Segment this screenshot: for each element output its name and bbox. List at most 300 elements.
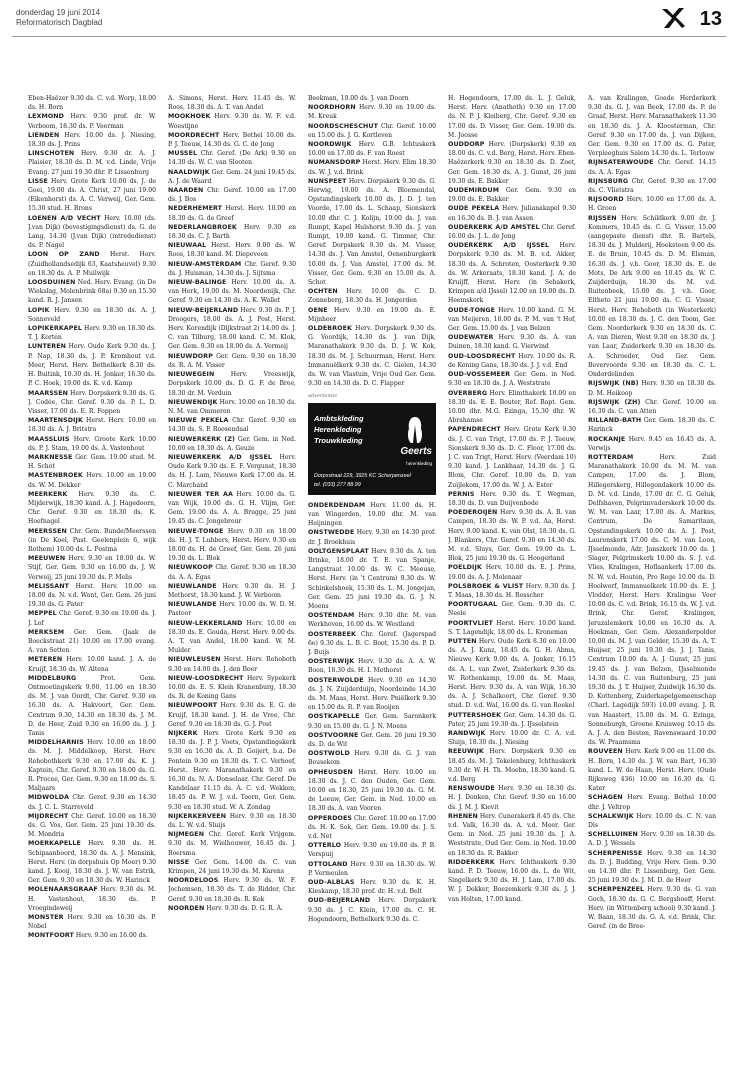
service-details: Herv. 9.30 en 19.00 ds. P. B. Verspuij <box>308 842 436 859</box>
service-details: Ger. Gem. in Ned. 9.30 en 18.30 ds. J. A. Weststrate <box>448 371 576 388</box>
service-details: Herst. Herv. 10.00 en 18.30 ds. G. de Greef <box>168 205 296 222</box>
service-details: Herv. Sypekerk 10.00 ds. E. S. Klein Kranenburg, 18.30 ds. R. de Koning Gans <box>168 674 296 701</box>
service-details: Herv. 9.30 dhr. M. van Werkhoven, 16.00 ds. W. Westland <box>308 612 436 629</box>
service-entry <box>448 600 576 618</box>
place-name: REEUWIJK <box>448 748 484 756</box>
service-details: A. Simons, Herst. Herv. 11.45 ds. W. Roos, 18.30 ds. A. T. van Andel <box>168 95 296 112</box>
service-details: Herv. Grote Kerk 10.00 ds. J. de Goei, 19.00 ds. A. Christ, 27 juni 19.00 (Eikenhorst) ds. A. C. Verweij, Ger. Gem. 15.30 stud. H. Brons <box>28 177 156 213</box>
place-name: NIEUWPOORT <box>168 702 218 710</box>
place-name: OOSTERWIJK <box>308 658 355 666</box>
place-name: METEREN <box>28 656 63 664</box>
place-name: OUDERKERK A/D IJSSEL <box>448 242 550 250</box>
service-entry <box>168 729 296 812</box>
place-name: SCHERPENISSE <box>588 849 643 857</box>
service-details: Beekman, 19.00 ds. J. van Doorn <box>308 95 409 102</box>
place-name: OUD-VOSSEMEER <box>448 371 511 379</box>
place-name: NAALDWIJK <box>168 168 210 176</box>
service-entry <box>588 885 716 931</box>
service-entry <box>168 904 296 913</box>
service-details: Ger. Gem. 26 juni 19.30 ds. D. de Wit <box>308 731 436 748</box>
service-details: Herv. Dorpskerk 9.30 en 18.45 ds. M. J. Tekelenburg, Ichthuskerk 9.30 dr. W. H. Th. Moehn, 18.30 kand. G. v.d. Berg <box>448 748 576 784</box>
service-entry <box>28 913 156 931</box>
service-entry <box>28 812 156 840</box>
service-entry <box>168 186 296 204</box>
service-entry <box>28 389 156 417</box>
service-details: Chr. Geref. 14.15 ds. A. A. Egas <box>588 159 716 176</box>
place-name: MUSSEL <box>168 150 198 158</box>
service-details: Herv. 9.30 en 18.30 ds. T. J. Korten <box>28 325 156 342</box>
place-name: LOPIKERKAPEL <box>28 325 83 333</box>
place-name: OPHEUSDEN <box>308 768 353 776</box>
service-entry <box>308 158 436 176</box>
place-name: MEPPEL <box>28 610 57 618</box>
place-name: POELDIJK <box>448 564 482 572</box>
service-details: Herv. 9.30 en 18.30 ds. W. P. Vermeulen <box>308 860 436 877</box>
service-entry <box>168 260 296 278</box>
service-details: Herv. Dorpskerk 9.30 ds. J. C. Klein, 17.00 ds. C. H. Hogendoorn, Bethelkerk 9.30 ds. C. <box>308 897 436 923</box>
service-entry <box>588 435 716 453</box>
place-name: MOORDRECHT <box>168 131 220 139</box>
service-details: Herv. 9.30 en 18.30 ds. A. J. Sonneveld <box>28 306 156 323</box>
service-entry <box>168 527 296 564</box>
service-entry <box>168 655 296 673</box>
service-entry <box>308 611 436 629</box>
place-name: LOON OP ZAND <box>28 251 100 259</box>
service-entry <box>588 94 716 158</box>
ad-address: Dorpsstraat 229, 3925 KC Scherpenzeel <box>314 472 411 479</box>
service-details: Herv. Schildkerk 9.00 dr. J. Kommers, 10.45 ds. C. G. Visser, 15.00 (aangepaste dienst) dhr. R. Bartels, 18.30 ds. J. Mulderij, Hoeksteen 9.00 ds. E. de Bruin, 10.45 ds. D. M. Elsman, 16.30 ds. J. v.h. Goor, 18.30 ds. E. de Mots, De Ark 9.00 en 10.45 ds. W. C. Zuijderduijn, 18.30 ds. M. v.d. Ruitenbeek, 15.00 ds. J. v.h. Goor, Eltheto 21 juni 19.00 ds. C. G. Visser, Herst. Herv. Rehoboth (in Westerkerk) 10.00 en 18.30 ds. J. C. den Toom, Ger. Gem. Noorderkerk 9.30 en 18.30 ds. C. A. van Dieren, West 9.30 en 18.30 ds. J. van Laar, Zuiderkerk 9.30 en 18.30 ds. A. Schroeder, Oud Ger. Gem. Bevervoorde 9.30 en 18.30 ds. C. L. Onderdelinden <box>588 214 716 379</box>
service-entry <box>168 674 296 702</box>
service-entry <box>168 370 296 398</box>
service-details: Herv. 9.30 ds. P. J. Droogers, 18.00 ds. A. J. Post, Herst. Herv. Korendijk (Dijkstraat 2) 14.00 ds. J. C. van Tilburg, 18.00 kand. C. M. Klok, Ger. Gem. 9.30 en 18.00 ds. A. Vermeij <box>168 306 296 351</box>
place-name: NIJKERK <box>168 730 198 738</box>
listing-column-4 <box>448 94 576 1062</box>
place-name: OUDERKERK A/D AMSTEL <box>448 223 540 231</box>
service-details: Herst. Herv. 10.00 kand. S. T. Lagendijk, 18.00 ds. L. Kroneman <box>448 619 576 636</box>
place-name: MOOKHOEK <box>168 113 211 121</box>
service-entry <box>588 830 716 848</box>
place-name: OUD-LOOSDRECHT <box>448 352 516 360</box>
service-details: Herv. 10.00 ds. W. D. H. Pastoor <box>168 601 296 618</box>
place-name: OTTOLAND <box>308 860 348 868</box>
place-name: NUMANSDORP <box>308 159 361 167</box>
newspaper-logo-icon <box>660 6 686 30</box>
service-entry <box>168 204 296 222</box>
advertisement <box>308 392 436 495</box>
place-name: MAASSLUIS <box>28 435 70 443</box>
place-name: OUD-BEIJERLAND <box>308 897 371 905</box>
service-details: Herv. 9.30 ds. J. T. Maas, 18.30 ds. H. Rosscher <box>448 582 576 599</box>
service-entry <box>588 849 716 886</box>
place-name: OLDEBROEK <box>308 325 352 333</box>
ad-services <box>314 413 364 446</box>
service-entry <box>448 858 576 904</box>
place-name: OOSTERBEEK <box>308 630 356 638</box>
service-entry <box>168 131 296 149</box>
service-details: Herst. Herv. Rehoboth 9.30 en 14.00 ds. J. den Boer <box>168 656 296 673</box>
service-entry <box>168 830 296 858</box>
place-name: OUDE-TONGE <box>448 306 496 314</box>
service-entry <box>168 435 296 453</box>
service-details: Herst. Herv. 10.00 en 18.30 ds. J. C. den Ouden, Ger. Gem. 10.00 en 18.30, 25 juni 19.30 ds. G. M. de Leeuw, Ger. Gem. in Ned. 10.00 en 18.30 ds. A. van Vooren <box>308 768 436 813</box>
service-entry <box>28 177 156 214</box>
service-entry <box>588 195 716 213</box>
service-details: Herv. Groote Kerk 10.00 ds. P. J. Stam, 19.00 ds. A. Vastenhout <box>28 435 156 452</box>
service-details: Herv. Bethel 10.00 ds. P. J. Teeuw, 14.30 ds. G. C. de Jong <box>168 131 296 149</box>
service-details: Chr. Geref. 10.00 en 16.30 ds. C. van Atten <box>588 398 716 415</box>
service-details: Herv. 10.00 ds. J. Niesing, 18.30 ds. J. Prins <box>28 131 156 149</box>
service-details: Herv. 9.30 ds. D. G. R. A. <box>206 904 283 912</box>
ad-line: Ambtskleding <box>314 413 364 423</box>
service-entry <box>168 416 296 434</box>
service-entry <box>168 563 296 581</box>
place-name: MOERKAPELLE <box>28 840 81 848</box>
service-details: Herv. Dorpskerk 9.30 ds. G. Voordijk, 14.30 ds. J. van Dijk, Maranathakerk 9.30 ds. D. J. W. Kok, 18.30 ds. M. J. Schuurman, Herst. Herv. Immanuëlkerk 9.30 ds. C. Gielen, 14.30 ds. W. van Vlastuin, Vrije Oud Ger. Gem. 9.30 en 14.30 ds. D. C. Flapper <box>308 325 436 388</box>
place-name: RHENEN <box>448 812 478 820</box>
service-entry <box>28 655 156 673</box>
place-name: OOSTENDAM <box>308 612 355 620</box>
ad-label: advertentie <box>308 392 338 399</box>
service-details: Herv. 9.30 en 18.30 ds. D. M. Heikoop <box>588 380 716 397</box>
service-details: Chr. Geref. Kerk Vrijgem. 9.30 ds. M. Wielhouwer, 16.45 ds. J. Boersma <box>168 831 296 857</box>
service-details: Ger. Gem. 9.30 en 19.00 ds. E. Bakker <box>448 187 576 204</box>
service-details: Herv. Oude Kerk 9.30 ds. J. P. Nap, 18.30 ds. J. P. Kromhout v.d. Meer, Herst. Herv. Bethelkerk 8.30 ds. H. Buitink, 10.30 ds. H. Jonker, 16.30 ds. P. C. Hoek, 19.00 ds. K. v.d. Kamp <box>28 343 156 388</box>
place-name: OUDE PEKELA <box>448 205 500 213</box>
place-name: OOSTVOORNE <box>308 731 359 739</box>
place-name: NOORDWIJK <box>308 141 352 149</box>
service-entry <box>308 94 436 103</box>
service-details: Chr. Geref. 10.00 en 17.00 ds. H. K. Sok, Ger. Gem. 19.00 ds. J. S. v.d. Net <box>308 814 436 841</box>
service-details: Herv. 10.00 en 18.30 ds. E. Gouda, Herst. Herv. 9.00 ds. A. T. van Andel, 18.00 kand. W. M. Mulder <box>168 619 296 655</box>
service-details: Herv. 9.30 en 18.30 ds. H. J. Donken, Chr. Geref. 9.30 en 16.00 ds. J. M. J. Kievit <box>448 785 576 811</box>
place-name: OPPERDOES <box>308 814 353 822</box>
place-name: ONDERDENDAM <box>308 501 366 509</box>
service-entry <box>28 931 156 940</box>
place-name: SCHELLUINEN <box>588 831 638 839</box>
service-entry <box>28 149 156 177</box>
place-name: MARKNESSE <box>28 453 73 461</box>
place-name: NIEUW-LEKKERLAND <box>168 619 243 627</box>
service-entry <box>28 554 156 582</box>
service-entry <box>168 112 296 130</box>
service-details: Herv. 10.00 (ds. J.van Dijk) (bevestigingsdienst) ds. G. de Lang, 14.30 (J.van Dijk) (intrededienst) ds. P. Nagel <box>28 214 156 250</box>
place-name: NIEUWERKERK A/D IJSSEL <box>168 453 272 461</box>
service-details: Herv. 9.30 ds. A. ten Brinke, 18.00 dr. T. E. van Spanje, Langstraat 10.00 ds. W. C. Meeuse, Herst. Herv. (in 't Centrum) 9.30 ds. W. Schinkelshoek, 15.30 ds. L. M. Jongejan, Ger. Gem. 25 juni 19.30 ds. G. J. N. Moens <box>308 547 436 610</box>
ad-phone: tel. (033) 277 88 99 <box>314 481 361 488</box>
service-details: Herv. 10.00 ds. E. J. Prins, 19.00 ds. A. J. Molenaar <box>448 564 576 581</box>
service-entry <box>28 324 156 342</box>
service-details: Chr. Geref. 10.00 en 17.00 ds. J. Bos <box>168 187 296 204</box>
service-entry <box>168 453 296 490</box>
place-name: MAARTENSDIJK <box>28 417 83 425</box>
service-details: Herv. 10.00 ds. C. N. van Dis <box>588 812 716 830</box>
place-name: RIJSWIJK (ZH) <box>588 398 641 406</box>
service-entry <box>308 140 436 158</box>
place-name: NIEUWLANDE <box>168 601 217 609</box>
listing-column-2 <box>168 94 296 1062</box>
service-details: Herv. 10.00 en 19.00 ds. W. M. Dekker <box>28 472 156 489</box>
page-header <box>12 6 726 34</box>
place-name: MASTENBROEK <box>28 472 83 480</box>
service-details: Herv. 9.30 en 18.30 ds. A. D. J. Wessels <box>588 831 716 848</box>
service-entry <box>308 501 436 529</box>
service-entry <box>448 784 576 812</box>
service-details: Herv. 10.00 ds. A. van Herk, 19.00 ds. M. Noordenijk, Chr. Geref. 9.30 en 14.30 ds. A. K. Wallet <box>168 279 296 305</box>
place-name: LEXMOND <box>28 113 64 121</box>
place-name: MERKSEM <box>28 628 65 636</box>
place-name: OUD-ALBLAS <box>308 879 355 887</box>
place-name: NUNSPEET <box>308 177 347 185</box>
page-number: 13 <box>699 8 722 30</box>
service-entry <box>168 223 296 241</box>
service-entry <box>588 747 716 793</box>
service-details: Herv. 9.30 en 16.00 ds. <box>75 932 148 940</box>
place-name: OOSTKAPELLE <box>308 713 360 721</box>
service-entry <box>28 416 156 434</box>
place-name: MIDDELBURG <box>28 674 77 682</box>
place-name: NOORDEN <box>168 904 205 912</box>
place-name: RILLAND-BATH <box>588 417 642 425</box>
service-entry <box>308 547 436 611</box>
service-entry <box>168 149 296 167</box>
service-details: Herv. 9.30 ds. C. Mijderwijk, 18.30 kand. A. J. Hagedoorn, Chr. Geref. 9.30 en 18.30 ds. K. Hoefnagel <box>28 490 156 526</box>
place-name: NEDERLANGBROEK <box>168 223 237 231</box>
place-name: RENSWOUDE <box>448 785 495 793</box>
service-details: Ger. Gem. (Jaak de Boeckstraat 21) 10.00 en 17.00 evang. A. van Setten <box>28 628 156 655</box>
service-details: Herv. Vreeswijk, Dorpskerk 10.00 ds. D. G. F. de Bree, 18.30 dr. M. Verduin <box>168 371 296 397</box>
listing-column-1 <box>28 94 156 1062</box>
service-entry <box>168 241 296 259</box>
service-details: Herv. 9.30 ds. A. A. W. Boon, 18.30 ds. H. I. Methorst <box>308 658 436 675</box>
service-details: Herv. 9.30 en 18.30 ds. L. W. v.d. Sluijs <box>168 812 296 830</box>
service-entry <box>28 306 156 324</box>
service-entry <box>588 177 716 195</box>
service-entry <box>448 352 576 370</box>
place-name: LUNTEREN <box>28 343 66 351</box>
service-entry <box>28 471 156 489</box>
service-details: Herv. 9.30 ds. W. F. Jochemsen, 18.30 ds. T. de Ridder, Chr. Geref. 9.30 en 18.30 ds. R. Kok <box>168 877 296 903</box>
service-details: Herv. 10.00 kand. J. A. de Kruijf, 18.30 ds. W. Altena <box>28 656 156 673</box>
service-entry <box>28 453 156 471</box>
service-entry <box>168 94 296 112</box>
service-details: Herv. 9.30 en 18.30 ds. C. J. Barth <box>168 223 296 241</box>
service-entry <box>28 582 156 610</box>
service-details: Herst. Herv. 10.00 en 18.00 ds. N. v.d. Want, Ger. Gem. 26 juni 19.30 ds. G. Pater <box>28 582 156 609</box>
service-details: Chr. Geref. 9.30 en 18.30 ds. A. A. Egas <box>168 564 296 581</box>
place-name: NIEUWDORP <box>168 352 213 360</box>
service-entry <box>168 876 296 904</box>
place-name: PAPENDRECHT <box>448 426 501 434</box>
service-details: Herst. Herv. (Zuidhollandsedijk 63, Kaatsheuvel) 9.30 en 18.30 ds. A. P. Muilwijk <box>28 251 156 277</box>
service-details: Herv. Dorpskerk 9.30 ds. G. J. Codée, Chr. Geref. 9.30 ds. P. L. D. Visser, 17.00 ds. E. R. Foppen <box>28 389 156 415</box>
service-details: Herv. 9.30 en 18.00 ds. H. J. T. Lubbers, Herst. Herv. 9.30 en 18.00 ds. H. de Greef, Ger. Gem. 26 juni 19.30 ds. L. Blok <box>168 527 296 563</box>
place-name: MEEUWEN <box>28 555 66 563</box>
ad-line: Trouwkleding <box>314 435 363 445</box>
service-entry <box>308 103 436 121</box>
place-name: NIEUWENDIJK <box>168 398 218 406</box>
service-entry <box>28 131 156 149</box>
service-details: Herv. 9.30 ds. M. H. Vastenhout, 18.30 ds. P. Vroegindeweij <box>28 886 156 912</box>
service-entry <box>308 712 436 730</box>
service-details: Herv. Zuid Maranathakerk 10.00 ds. M. M. van Campen, 17.00 ds. J. Blom, Hillegerskerg, Hillegondakerk 10.00 ds. D. M. v.d. Linde, 17.00 dr. C. G. Geluk, Delfshaven, Pelgrimvaderskerk 10.00 ds. W. M. van Laar, 17.00 ds. A. Markus, Centrum, De Samaritaan, Opstandingskerk 10.00 ds. A. J. Post, Laurenskerk 17.00 ds. C. M. van Loon, IJsselmonde, Adr. Janszkerk 10.00 ds. J. Slager, Pelgrimskerk 10.00 ds. S. J. v.d. Vlies, Kralingen, Hoflaankerk 17.00 ds. N. W. v.d. Houten, Pro Rege 10.00 ds. D. Hoolwerf, Immanuelkerk 10.00 ds. E. J. Vlodder, Herst. Herv. Kralingse Veer 10.00 ds. C. v.d. Brink, 16.15 ds. W. J. v.d. Brink, Chr. Geref. Kralingen, Jeruzalemkerk 10.00 en 16.30 ds. A. Hoekman, Ger. Gem. Alexanderpolder 10.00 ds. M. J. van Gelder, 15.30 ds. A. T. Huijser, 25 juni 19.30 ds. J. J. Tanis, Centrum 10.00 ds. A. J. Gunst, 25 juni 19.45 ds. J. van Belzen, IJsselmonde 14.30 ds. C. van Ruitenburg, 25 juni 19.30 ds. J. T. Huijser, Zuidwijk 16.30 ds. D. Kottenberg, Zuiderkapelgemeenschap (Charl. Lagedijk 593) 10.00 evang. J. R. van Haastert, 15.00 ds. M. G. Ezinga, Sonneburgh, Groene Kruisweg 10.15 ds. A. J. A. den Besten, Ravenswaard 10.00 ds. W. Praamsma <box>588 453 716 747</box>
place-name: MIJDRECHT <box>28 812 69 820</box>
service-details: Herv. Grote Kerk 9.30 ds. J. C. van Trigt, 17.00 ds. P. J. Teeuw, Sionskerk 9.30 ds. D. C. Floor, 17.00 ds. J. C. van Trigt, Herst. Herv. (Veerdam 10) 9.30 kand. J. Lankhaar, 14.30 ds. J. G. Blom, Chr. Geref. 10.00 ds. D. van Zuijlekom, 17.00 ds. W. J. A. Ester <box>448 426 576 489</box>
service-details: Herv. 9.45 en 16.45 ds. A. Verwijs <box>588 435 716 452</box>
service-entry <box>448 582 576 600</box>
service-entry <box>308 306 436 324</box>
church-service-listings <box>28 94 726 1062</box>
service-entry <box>28 793 156 811</box>
service-entry <box>28 214 156 251</box>
place-name: ROCKANJE <box>588 435 626 443</box>
service-details: Herv. 10.00 ds. C. D. Zonneberg, 18.30 ds. H. Jongerden <box>308 288 436 305</box>
service-details: Chr. Geref. 9.30 en 14.30 ds. J. C. L. Starreveld <box>28 794 156 811</box>
place-name: SCHAGEN <box>588 794 623 802</box>
service-details: H. Hogendoorn, 17.00 ds. L. J. Geluk, Herst. Herv. (Anathoth) 9.30 en 17.00 ds. N. P. J. Kleiberg, Chr. Geref. 9.30 en 17.00 ds. D. Visser, Ger. Gem. 19.00 ds. M. Joosse <box>448 95 576 139</box>
service-details: Herv. 9.30 en 19.00 ds. M. Kreuk <box>308 104 436 121</box>
place-name: RIJSOORD <box>588 196 624 204</box>
service-entry <box>28 94 156 112</box>
service-details: Herv. 9.30 ds. T. Wegman, 18.30 ds. D. van Duijvenbode <box>448 490 576 507</box>
service-entry <box>308 528 436 546</box>
service-entry <box>448 306 576 334</box>
service-entry <box>28 839 156 885</box>
place-name: PUTTEN <box>448 637 477 645</box>
service-entry <box>308 287 436 305</box>
place-name: NOORDSCHESCHUT <box>308 122 379 130</box>
service-details: Prot. Gem. Ontmoetingskerk 9.00, 11.00 en 18.30 ds. M. J. van Oordt, Chr. Geref. 9.30 en 16.30 ds. A. Hakvoort, Ger. Gem. Centrum 9.30, 14.30 en 18.30 ds. J. M. D. de Heer, Zuid 9.30 en 16.00 ds. J. J. Tanis <box>28 674 156 738</box>
service-entry <box>308 749 436 767</box>
header-rule <box>12 36 726 37</box>
service-entry <box>448 333 576 351</box>
service-details: Ger. Gem. 14.30 ds. G. Pater, 25 juni 19.30 ds. J. IJsselstein <box>448 711 576 728</box>
place-name: NISSE <box>168 858 190 866</box>
service-entry <box>168 600 296 618</box>
place-name: NIEUWE PEKELA <box>168 417 229 425</box>
service-entry <box>448 729 576 747</box>
service-entry <box>168 858 296 876</box>
service-details: Herst. Herv. 9.00 ds. W. Roos, 18.30 kand. M. Diepeveen <box>168 242 296 259</box>
service-details: Herv. 10.00 en 17.00 ds. A. H. Groen <box>588 196 716 213</box>
service-details: Herv. 10.00 en 18.30 ds. N. M. van Ommeren <box>168 398 296 415</box>
service-details: Herv. 10.00 kand. G. M. van Meijeren, 18.00 ds. P. M. van 't Hof, Ger. Gem. 15.00 ds. J. van Belzen <box>448 306 576 333</box>
place-name: POEDEROIJEN <box>448 509 498 517</box>
service-details: Herv. 9.30 en 16.30 ds. P. Nobel <box>28 914 156 931</box>
service-details: Chr. Geref. 9.30 en 14.30 ds. S. P. Roosendaal <box>168 417 296 434</box>
place-name: RIJSSEN <box>588 214 617 222</box>
service-details: Herv. Ichthuskerk 9.30 kand. P. D. Teeuw, 16.00 ds. L. de Wit, Singelkerk 9.30 ds. H. J. Lam, 17.00 ds. W. J. Dekker, Boezemkerk 9.30 ds. J. J. van Holten, 17.00 kand. <box>448 858 576 903</box>
place-name: NIEUWEGEIN <box>168 371 215 379</box>
place-name: OUDEWATER <box>448 334 494 342</box>
service-entry <box>28 278 156 306</box>
service-entry <box>448 711 576 729</box>
service-details: Herv. G.B. Ichtuskerk 10.00 en 17.00 ds. F. van Roest <box>308 141 436 158</box>
service-entry <box>588 416 716 434</box>
place-name: RIJNSATERWOUDE <box>588 159 654 167</box>
service-details: Ger. Gem. in Ned. 10.00 en 18.30 ds. A. Geuze <box>168 435 296 452</box>
service-entry <box>28 674 156 738</box>
service-entry <box>308 177 436 287</box>
service-details: Herv. 9.30 ds. A. B. van Campen, 18.30 ds. W. P. v.d. Aa, Herst. Herv. 9.00 kand. K. van Olst, 18.30 ds. G. J. Blankers, Chr. Geref. 9.30 en 14.30 ds. M. v.d. Sluys, Ger. Gem. 19.00 ds. L. Blok, 25 juni 19.30 ds. G. Hoogerland <box>448 509 576 563</box>
service-details: Herv. 9.30 en 14.30 ds. D. J. Budding, Vrije Herv. Gem. 9.30 en 14.30 dhr. P. Lissenburg, Ger. Gem. 25 juni 19.30 ds. J. M. D. de Heer <box>588 849 716 885</box>
service-entry <box>168 619 296 656</box>
service-entry <box>28 885 156 913</box>
place-name: NEDERHEMERT <box>168 205 223 213</box>
service-entry <box>28 250 156 278</box>
service-details: Herv. 9.30 prof. dr. W. Verboom, 18.30 ds. P. Veerman <box>28 113 156 130</box>
service-details: Chr. Geref. 10.00 en 18.30 ds. G. Vos, Ger. Gem. 25 juni 19.30 ds. M. Mondria <box>28 812 156 839</box>
service-entry <box>448 389 576 426</box>
service-entry <box>28 435 156 453</box>
place-name: OTTERLO <box>308 842 342 850</box>
service-entry <box>168 168 296 186</box>
service-details: Herv. Cunerakerk 8.45 ds. Chr. v.d. Valk, 16.30 ds. A. v.d. Meer, Ger. Gem. in Ned. 25 juni 19.30 ds. J. A. Weststrate, Oud Ger. Gem. in Ned. 10.00 en 18.30 ds. R. Bakker <box>448 812 576 857</box>
service-details: Herv. 10.00 ds. G. van Wijk, 19.00 ds. G. H. Vlijm, Ger. Gem. 19.00 ds. A. A. Brugge, 25 juni 19.45 ds. C. Jongebreur <box>168 490 296 526</box>
service-entry <box>588 812 716 830</box>
place-name: RANDWIJK <box>448 730 486 738</box>
place-name: ROUVEEN <box>588 748 623 756</box>
service-details: Herv. (Dorpskerk) 9.30 en 18.00 ds. C. v.d. Berg, Herst. Herv. Eben-Haëzerkerk 9.30 en 18.30 ds. D. Zoet, Ger. Gem. 18.30 ds. A. J. Gunst, 26 juni 19.30 ds. E. Bakker <box>448 141 576 185</box>
ad-line: Herenkleding <box>314 424 362 434</box>
service-details: Ger. Gem. 9.30 en 18.30 ds. R. A. M. Visser <box>168 352 296 369</box>
service-entry <box>308 896 436 924</box>
place-name: LISSE <box>28 177 48 185</box>
service-details: Herv. 9.30 ds. G. van Goch, 18.30 ds. G. C. Bergshoeff, Herst. Herv. (in Wittenberg school) 9.30 kand. J. W. Baan, 18.30 ds. G. A. v.d. Brink, Chr. Geref. (in de Bree- <box>588 886 716 931</box>
service-details: Herv. 9.30 en 14.30 prof. dr. J. Broekhuis <box>308 529 436 546</box>
place-name: MAARSSEN <box>28 389 69 397</box>
place-name: PUTTERSHOEK <box>448 711 502 719</box>
service-details: Herv. 9.30 dr. A. J. Plaisier, 18.30 ds. D. M. v.d. Linde, Vrije Evang. 27 juni 19.30 dhr. P. Lissenburg <box>28 150 156 176</box>
place-name: OOSTWOLD <box>308 750 350 758</box>
service-entry <box>448 747 576 784</box>
service-entry <box>448 637 576 711</box>
service-entry <box>28 490 156 527</box>
place-name: NIEUWE-TONGE <box>168 527 224 535</box>
service-details: Chr. Geref. 10.00 en 15.00 ds. J. G. Kortleven <box>308 122 436 139</box>
service-details: Chr. Geref. 9.30 en 19.00 ds. J. J. Lof <box>28 610 156 627</box>
service-entry <box>448 186 576 204</box>
service-details: Ger. Gem. 18.30 ds. C. Harinck <box>588 417 716 434</box>
service-entry <box>308 324 436 388</box>
service-details: Herst. Herv. 10.00 en 18.30 ds. A. J. Britstra <box>28 417 156 434</box>
service-entry <box>168 490 296 527</box>
header-meta <box>16 8 102 28</box>
service-entry <box>168 306 296 352</box>
place-name: NIEUWLANDE <box>168 582 217 590</box>
place-name: OENE <box>308 306 328 314</box>
place-name: MOLENAARSGRAAF <box>28 886 98 894</box>
service-details: Herv. 9.30 ds. H. J. Methorst, 18.30 kand. J. W. Verboom <box>168 582 296 599</box>
service-details: Chr. Geref. 16.00 ds. J. L. de Jong <box>448 223 576 241</box>
place-name: ROTTERDAM <box>588 453 634 461</box>
service-details: Eben-Haëzer 9.30 ds. C. v.d. Worp, 18.00 ds. H. Born <box>28 95 156 112</box>
service-entry <box>588 398 716 416</box>
service-entry <box>588 793 716 811</box>
place-name: RIDDERKERK <box>448 858 495 866</box>
service-details: Herv. Elimthakerk 10.00 en 18.30 ds. E. E. Bouter, Ref. Bapt. Gem. 10.00 dhr. M.G. Ezinga, 15.30 dhr. W. Abrahamse <box>448 389 576 425</box>
place-name: NIJMEGEN <box>168 831 205 839</box>
service-details: Herv. Dorpskerk 9.30 ds. G. Herwig, 19.00 ds. A. Bloemendal, Opstandingskerk 10.00 ds. J. D. J. ten Voorde, 17.00 ds. L. Schaap, Sionskerk 10.00 dhr. C. J. Kolijn, 19.00 ds. J. van Rumpt, Kapel Hulshorst 9.30 ds. J. van Rumpt, 19.00 kand. G. Timmer, Chr. Geref. Dorpskerk 9.30 ds. M. Visser, 14.30 ds. J. Van Amstel, Oenenburgkerk 10.00 ds. J. Van Amstel, 17.00 ds. M. Visser, Ger. Gem. 9.30 en 15.00 ds. A. Schot <box>308 177 436 287</box>
place-name: OVERBERG <box>448 389 488 397</box>
place-name: NIJKERKERVEEN <box>168 812 227 820</box>
service-entry <box>308 122 436 140</box>
suit-logo-icon <box>404 415 426 445</box>
service-details: Herv. Julianakapel 9.30 en 16.30 ds. B. J. van Assen <box>448 205 576 222</box>
ad-box <box>308 403 436 495</box>
service-details: Herv. 10.00 en 18.00 ds. M. J. Middelkoop, Herst. Herv. Rehobothkerk 9.30 en 17.00 ds. K. J. Kaptein, Chr. Geref. 9.30 en 18.00 ds. G. R. Procee, Ger. Gem. 9.30 en 18.00 ds. S. Maljaars <box>28 739 156 793</box>
service-details: Herv. 9.30 ds. K. H. Kieskamp, 18.30 prof. dr. H. v.d. Belt <box>308 879 436 896</box>
service-details: Herst. Herv. Elim 18.30 ds. W. J. v.d. Brink <box>308 159 436 176</box>
